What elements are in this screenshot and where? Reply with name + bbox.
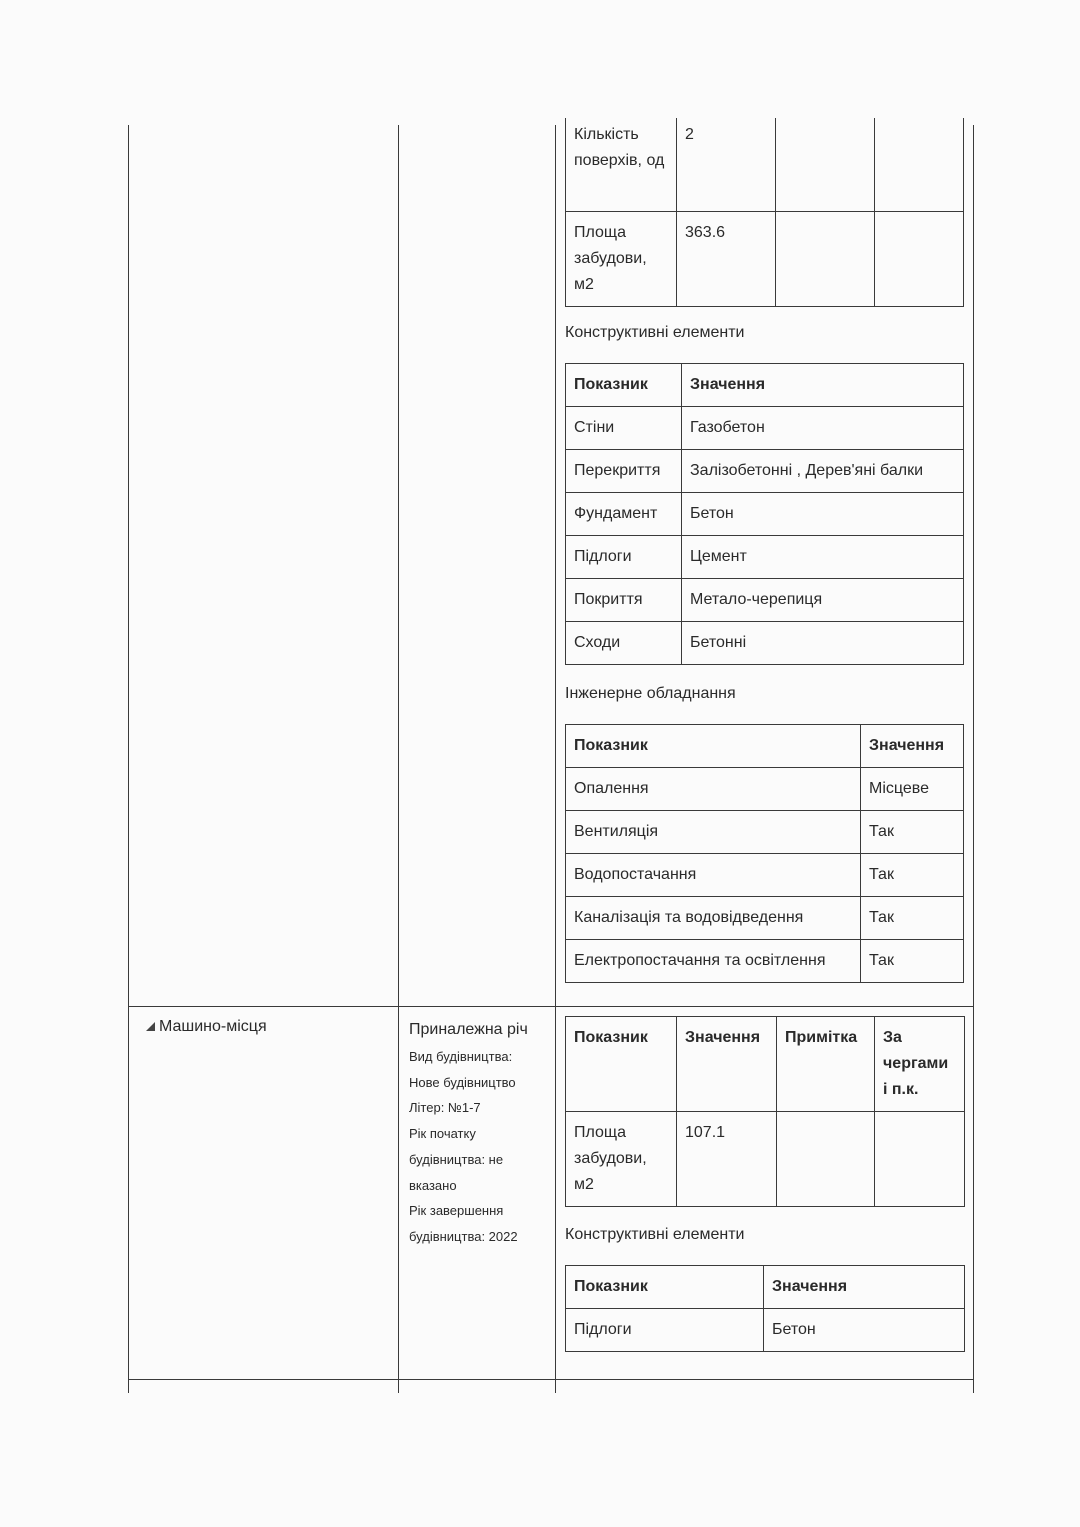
detail-line: Вид будівництва: (409, 1049, 513, 1064)
table-row (566, 768, 964, 811)
column-header: Показник (566, 1017, 677, 1112)
table-row (566, 1309, 965, 1352)
table-row (566, 450, 964, 493)
outer-row-divider (128, 1006, 974, 1007)
outer-table-border-right (973, 125, 974, 1393)
value-cell: Цемент (682, 536, 964, 579)
column-header: Значення (677, 1017, 777, 1112)
value-cell: Так (861, 811, 964, 854)
table-row (566, 579, 964, 622)
param-order (875, 1112, 965, 1207)
value-cell: Бетон (764, 1309, 965, 1352)
table-row (566, 1112, 965, 1207)
param-value: 363.6 (677, 211, 776, 306)
indicator-cell: Покриття (566, 579, 682, 622)
expand-triangle-icon[interactable] (146, 1022, 155, 1031)
column-header: Примітка (777, 1017, 875, 1112)
value-cell: Місцеве (861, 768, 964, 811)
detail-line: Рік завершення (409, 1203, 504, 1219)
engineering-equipment-title: Інженерне обладнання (565, 685, 736, 702)
detail-line: вказано (409, 1177, 457, 1193)
object-type: Приналежна річ (409, 1021, 528, 1038)
detail-line: Нове будівництво (409, 1074, 516, 1090)
table-row (566, 493, 964, 536)
building-params-table (565, 118, 964, 307)
indicator-cell: Перекриття (566, 450, 682, 493)
indicator-cell: Сходи (566, 622, 682, 665)
param-note (776, 118, 875, 211)
indicator-cell: Підлоги (566, 536, 682, 579)
detail-line: Літер: №1-7 (409, 1100, 481, 1116)
object-info (409, 1016, 549, 1250)
param-note (776, 211, 875, 306)
indicator-cell: Опалення (566, 768, 861, 811)
value-cell: Газобетон (682, 407, 964, 450)
table-row (566, 940, 964, 983)
column-header: Показник (566, 725, 861, 768)
engineering-equipment-table (565, 724, 964, 983)
parking-label-text: Машино-місця (159, 1018, 267, 1035)
construction-elements-table (565, 363, 964, 665)
indicator-cell: Вентиляція (566, 811, 861, 854)
indicator-cell: Фундамент (566, 493, 682, 536)
table-row (566, 536, 964, 579)
value-cell: Бетонні (682, 622, 964, 665)
param-value: 2 (677, 118, 776, 211)
column-header: За чергами і п.к. (875, 1017, 965, 1112)
param-label: Площа забудови, м2 (566, 211, 677, 306)
column-header: Значення (764, 1266, 965, 1309)
outer-table-border-col3 (555, 125, 556, 1393)
param-value: 107.1 (677, 1112, 777, 1207)
table-header-row (566, 364, 964, 407)
outer-table-border-left (128, 125, 129, 1393)
table-header-row (566, 725, 964, 768)
parking-construction-table (565, 1265, 965, 1352)
indicator-cell: Підлоги (566, 1309, 764, 1352)
param-label: Площа забудови, м2 (566, 1112, 677, 1207)
column-header: Значення (861, 725, 964, 768)
table-row (566, 407, 964, 450)
column-header: Показник (566, 1266, 764, 1309)
table-row (566, 897, 964, 940)
value-cell: Залізобетонні , Дерев'яні балки (682, 450, 964, 493)
detail-line: будівництва: не (409, 1151, 504, 1167)
table-header-row (566, 1266, 965, 1309)
param-order (875, 211, 964, 306)
table-header-row (566, 1017, 965, 1112)
construction-elements-title: Конструктивні елементи (565, 324, 745, 341)
table-row (566, 118, 964, 211)
column-header: Показник (566, 364, 682, 407)
indicator-cell: Каналізація та водовідведення (566, 897, 861, 940)
table-row (566, 622, 964, 665)
detail-line: Рік початку (409, 1126, 476, 1142)
parking-params-table (565, 1016, 965, 1207)
detail-line: будівництва: 2022 (409, 1228, 518, 1244)
value-cell: Метало-черепиця (682, 579, 964, 622)
table-row (566, 211, 964, 306)
table-row (566, 811, 964, 854)
table-row (566, 854, 964, 897)
value-cell: Так (861, 854, 964, 897)
param-note (777, 1112, 875, 1207)
indicator-cell: Електропостачання та освітлення (566, 940, 861, 983)
column-header: Значення (682, 364, 964, 407)
parking-row-label[interactable] (146, 1018, 267, 1036)
value-cell: Так (861, 940, 964, 983)
outer-table-border-col2 (398, 125, 399, 1393)
value-cell: Бетон (682, 493, 964, 536)
value-cell: Так (861, 897, 964, 940)
indicator-cell: Водопостачання (566, 854, 861, 897)
param-label: Кількість поверхів, од (566, 118, 677, 211)
parking-construction-title: Конструктивні елементи (565, 1226, 745, 1243)
param-order (875, 118, 964, 211)
indicator-cell: Стіни (566, 407, 682, 450)
outer-row-divider-bottom (128, 1379, 974, 1380)
